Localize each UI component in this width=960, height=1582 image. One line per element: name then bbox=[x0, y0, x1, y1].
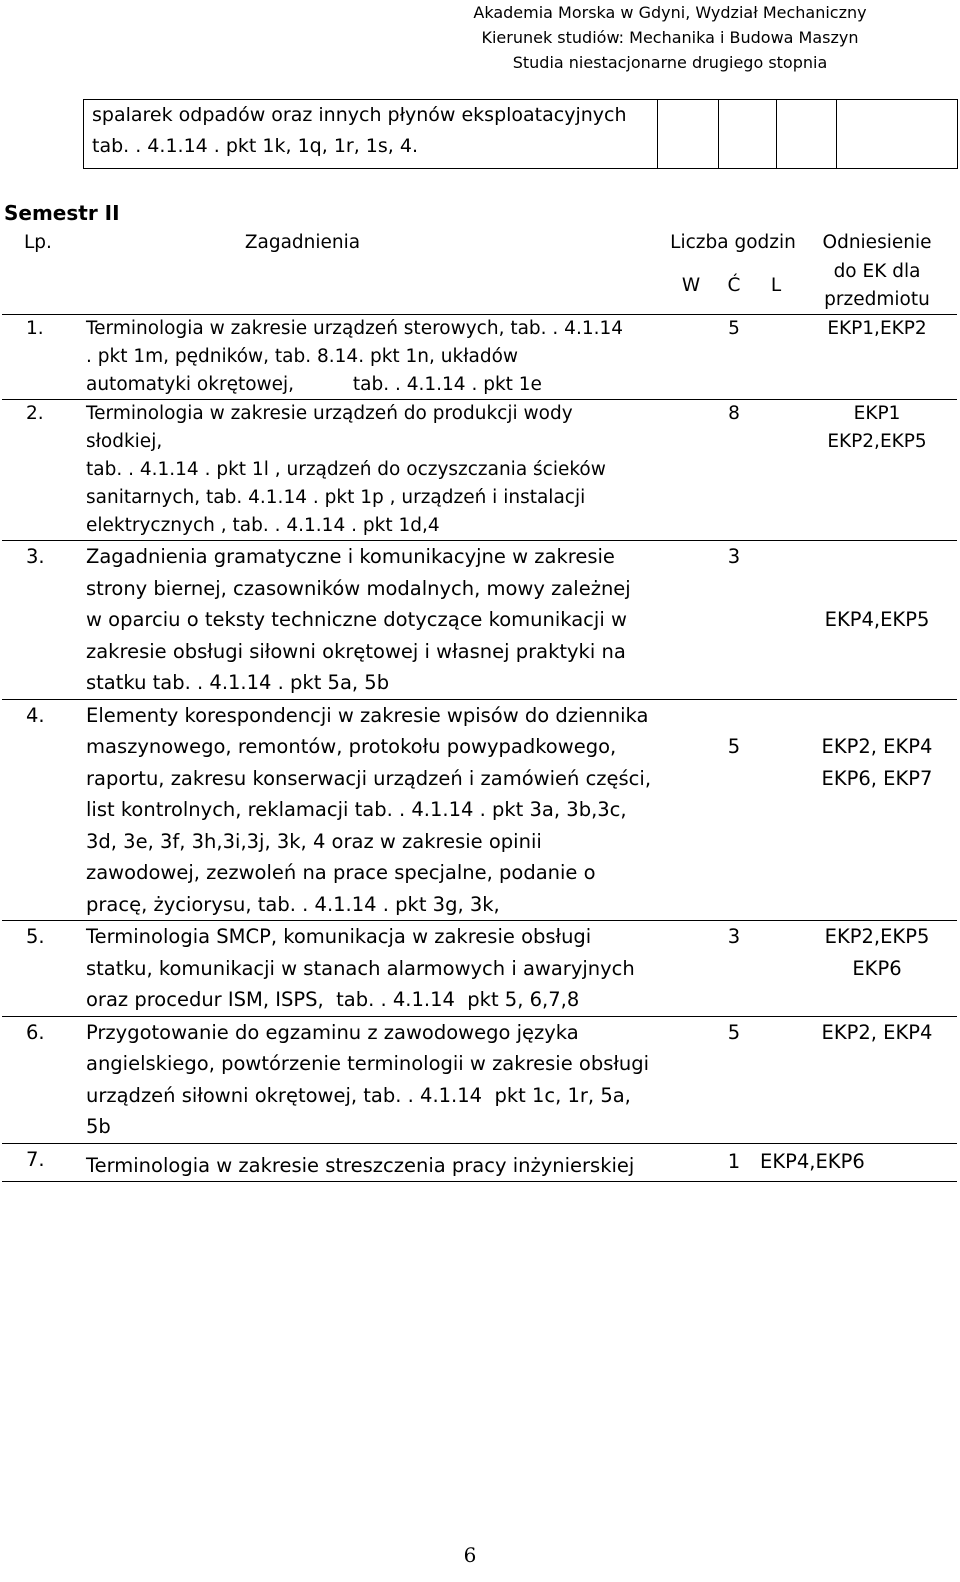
topic-line: tab. . 4.1.14 . pkt 1l , urządzeń do oczyszczania ścieków bbox=[86, 459, 606, 480]
empty-cell bbox=[658, 100, 719, 169]
row-lp: 5. bbox=[2, 921, 86, 1017]
table-row bbox=[2, 541, 957, 700]
header-study-mode: Studia niestacjonarne drugiego stopnia bbox=[512, 53, 828, 72]
header-university: Akademia Morska w Gdyni, Wydział Mechaniczny bbox=[473, 3, 867, 22]
continuation-cell bbox=[84, 100, 658, 169]
topic-line: Zagadnienia gramatyczne i komunikacyjne w zakresie bbox=[86, 545, 615, 568]
reference-line bbox=[797, 541, 957, 573]
empty-cell bbox=[837, 100, 958, 169]
semester-title: Semestr II bbox=[4, 201, 120, 225]
topic-line: Terminologia w zakresie urządzeń sterowych, tab. . 4.1.14 bbox=[86, 318, 624, 339]
row-reference bbox=[797, 921, 957, 1017]
reference-line: EKP2,EKP5 bbox=[824, 925, 930, 948]
row-l bbox=[755, 921, 797, 1017]
row-c: 5 bbox=[713, 1016, 755, 1143]
topic-line: oraz procedur ISM, ISPS, tab. . 4.1.14 pkt 5, 6,7,8 bbox=[86, 988, 580, 1011]
table-header-row bbox=[2, 226, 957, 258]
reference-line: EKP4,EKP5 bbox=[824, 608, 930, 631]
topic-line: 5b bbox=[86, 1115, 111, 1138]
header-hours: Liczba godzin bbox=[670, 232, 796, 253]
continuation-line: spalarek odpadów oraz innych płynów eksploatacyjnych bbox=[92, 104, 627, 126]
topic-line: list kontrolnych, reklamacji tab. . 4.1.14 . pkt 3a, 3b,3c, bbox=[86, 798, 627, 821]
topic-line: pracę, życiorysu, tab. . 4.1.14 . pkt 3g, 3k, bbox=[86, 892, 500, 916]
table-row bbox=[2, 921, 957, 1017]
reference-line: EKP6 bbox=[852, 956, 902, 980]
header-reference-cont bbox=[797, 258, 957, 315]
table-row bbox=[2, 1016, 957, 1143]
page-number: 6 bbox=[463, 1543, 477, 1567]
row-reference bbox=[797, 1016, 957, 1143]
header-reference-line: do EK dla bbox=[833, 261, 921, 282]
row-lp: 2. bbox=[2, 400, 86, 541]
row-c: 5 bbox=[713, 315, 755, 400]
topic-line: . pkt 1m, pędników, tab. 8.14. pkt 1n, układów bbox=[86, 346, 519, 367]
empty-cell bbox=[777, 100, 837, 169]
header-lp: Lp. bbox=[24, 232, 52, 253]
reference-line: EKP2, EKP4 bbox=[821, 1020, 933, 1044]
row-w bbox=[669, 315, 713, 400]
row-topic bbox=[86, 315, 669, 400]
row-topic bbox=[86, 1016, 669, 1143]
row-lp: 7. bbox=[2, 1143, 86, 1182]
table-row bbox=[2, 699, 957, 921]
row-w bbox=[669, 1143, 713, 1182]
row-topic bbox=[86, 1143, 669, 1182]
row-reference bbox=[797, 699, 957, 921]
topic-line: Terminologia SMCP, komunikacja w zakresie obsługi bbox=[86, 925, 592, 948]
row-lp: 3. bbox=[2, 541, 86, 700]
topic-line: angielskiego, powtórzenie terminologii w zakresie obsługi bbox=[86, 1052, 650, 1075]
row-c: 5 bbox=[713, 699, 755, 921]
row-topic bbox=[86, 541, 669, 700]
table-row bbox=[2, 1143, 957, 1182]
row-w bbox=[669, 699, 713, 921]
row-c: 1 bbox=[713, 1143, 755, 1182]
empty-cell bbox=[2, 258, 86, 315]
reference-line: EKP2,EKP5 bbox=[827, 431, 927, 452]
reference-line: EKP2, EKP4 bbox=[821, 735, 933, 758]
header-topic: Zagadnienia bbox=[244, 232, 361, 253]
reference-line: EKP1 bbox=[853, 403, 901, 424]
table-row bbox=[2, 400, 957, 541]
header-l: L bbox=[755, 258, 797, 315]
topic-line: Terminologia w zakresie urządzeń do produkcji wody bbox=[86, 403, 573, 424]
table-header-row bbox=[2, 258, 957, 315]
continuation-table bbox=[83, 99, 958, 169]
row-w bbox=[669, 541, 713, 700]
reference-line: EKP4,EKP6 bbox=[760, 1149, 865, 1173]
empty-cell bbox=[86, 258, 669, 315]
row-w bbox=[669, 400, 713, 541]
row-c: 3 bbox=[713, 541, 755, 700]
topic-line: statku tab. . 4.1.14 . pkt 5a, 5b bbox=[86, 671, 390, 694]
row-topic bbox=[86, 699, 669, 921]
reference-line: EKP6, EKP7 bbox=[821, 766, 933, 790]
topic-line: zawodowej, zezwoleń na prace specjalne, podanie o bbox=[86, 861, 596, 884]
row-l bbox=[755, 315, 797, 400]
header-reference: Odniesienie bbox=[822, 232, 932, 253]
table-row bbox=[2, 315, 957, 400]
row-l bbox=[755, 400, 797, 541]
syllabus-table bbox=[2, 226, 957, 1182]
reference-line bbox=[797, 573, 957, 605]
topic-line: maszynowego, remontów, protokołu powypadkowego, bbox=[86, 735, 617, 758]
topic-line: Elementy korespondencji w zakresie wpisów do dziennika bbox=[86, 703, 649, 727]
topic-line: 3d, 3e, 3f, 3h,3i,3j, 3k, 4 oraz w zakresie opinii bbox=[86, 829, 542, 853]
row-reference bbox=[797, 315, 957, 400]
row-topic bbox=[86, 921, 669, 1017]
header-course: Kierunek studiów: Mechanika i Budowa Maszyn bbox=[481, 28, 859, 47]
topic-line: zakresie obsługi siłowni okrętowej i własnej praktyki na bbox=[86, 639, 626, 663]
row-reference bbox=[797, 400, 957, 541]
reference-line bbox=[797, 700, 957, 732]
row-reference bbox=[760, 1143, 957, 1182]
row-topic bbox=[86, 400, 669, 541]
topic-line: Terminologia w zakresie streszczenia pracy inżynierskiej bbox=[86, 1153, 635, 1177]
row-w bbox=[669, 1016, 713, 1143]
header-reference-line: przedmiotu bbox=[824, 289, 930, 310]
row-l bbox=[755, 1016, 797, 1143]
topic-line: elektrycznych , tab. . 4.1.14 . pkt 1d,4 bbox=[86, 515, 440, 536]
topic-line: Przygotowanie do egzaminu z zawodowego języka bbox=[86, 1020, 579, 1044]
row-lp: 6. bbox=[2, 1016, 86, 1143]
header-c: Ć bbox=[713, 258, 755, 315]
document-header bbox=[450, 0, 890, 75]
topic-line: raportu, zakresu konserwacji urządzeń i zamówień części, bbox=[86, 766, 652, 790]
topic-line: urządzeń siłowni okrętowej, tab. . 4.1.14 pkt 1c, 1r, 5a, bbox=[86, 1083, 631, 1107]
continuation-line: tab. . 4.1.14 . pkt 1k, 1q, 1r, 1s, 4. bbox=[92, 135, 418, 157]
row-c: 8 bbox=[713, 400, 755, 541]
row-lp: 1. bbox=[2, 315, 86, 400]
topic-line: w oparciu o teksty techniczne dotyczące komunikacji w bbox=[86, 608, 627, 631]
empty-cell bbox=[719, 100, 777, 169]
row-w bbox=[669, 921, 713, 1017]
row-l bbox=[755, 541, 797, 700]
topic-line: słodkiej, bbox=[86, 431, 163, 452]
topic-line: sanitarnych, tab. 4.1.14 . pkt 1p , urządzeń i instalacji bbox=[86, 487, 586, 508]
row-c: 3 bbox=[713, 921, 755, 1017]
row-l bbox=[755, 699, 797, 921]
header-w: W bbox=[669, 258, 713, 315]
reference-line: EKP1,EKP2 bbox=[827, 318, 927, 339]
row-lp: 4. bbox=[2, 699, 86, 921]
topic-line: strony biernej, czasowników modalnych, mowy zależnej bbox=[86, 576, 631, 600]
topic-line: statku, komunikacji w stanach alarmowych i awaryjnych bbox=[86, 956, 635, 980]
topic-line: automatyki okrętowej, tab. . 4.1.14 . pkt 1e bbox=[86, 374, 542, 395]
row-reference bbox=[797, 541, 957, 700]
